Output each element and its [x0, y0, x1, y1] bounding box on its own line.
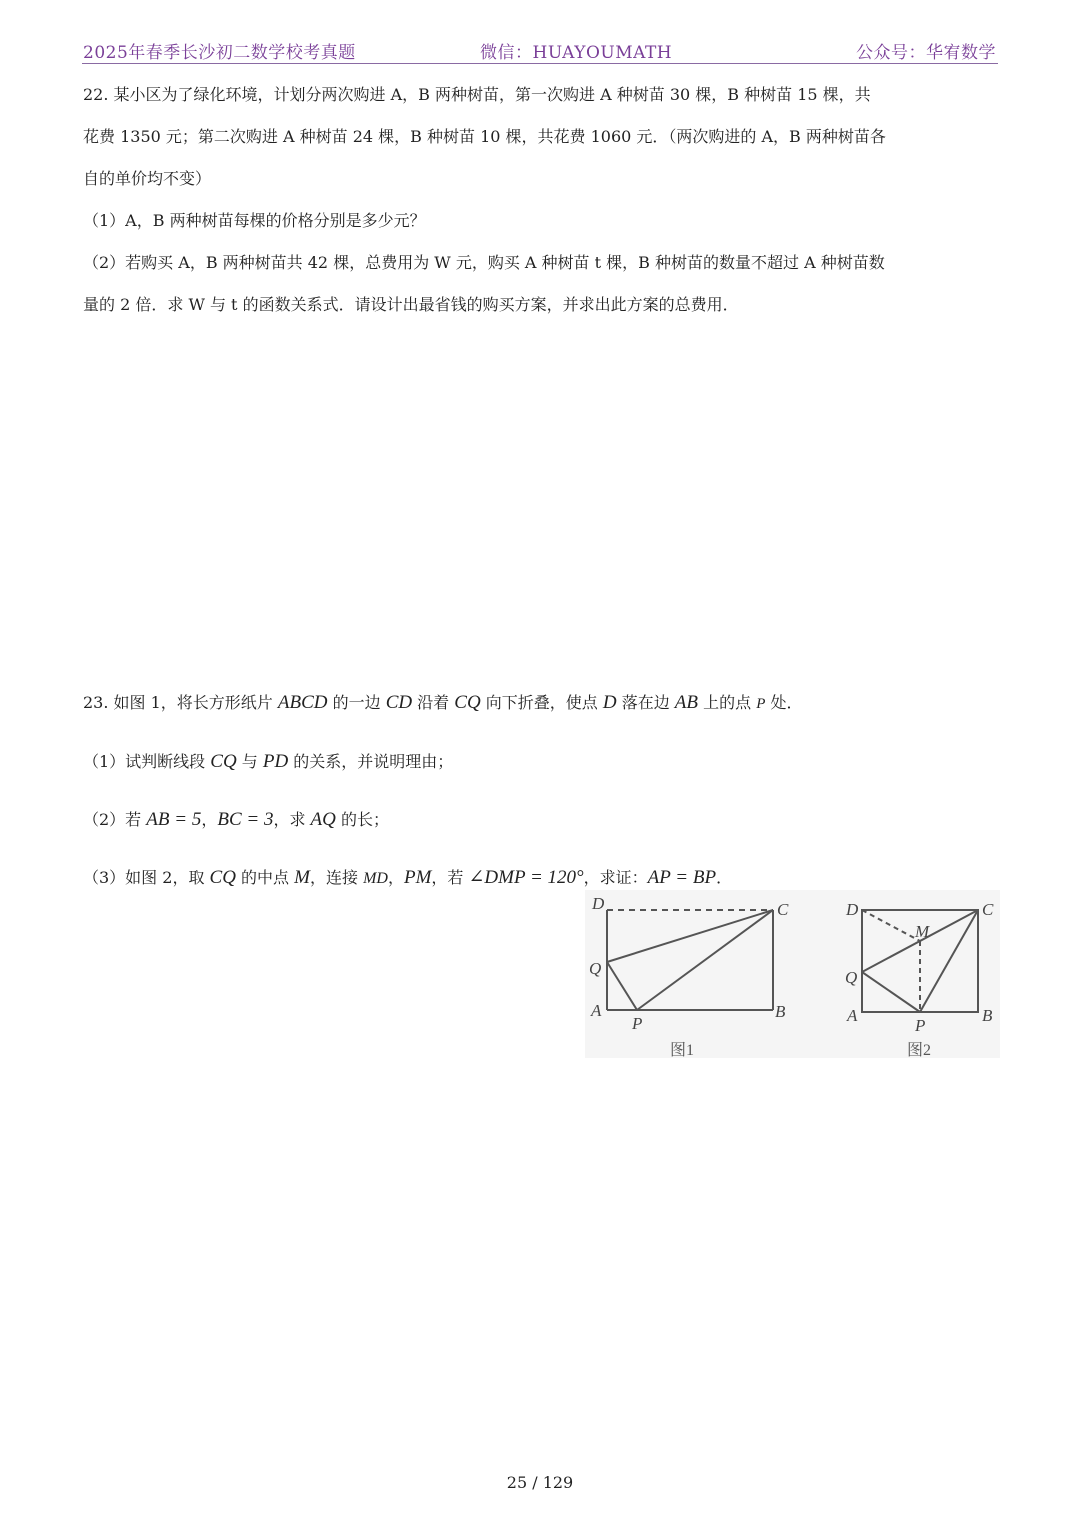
fig1-label-b: B — [775, 1002, 786, 1021]
fig1-caption: 图1 — [670, 1042, 695, 1058]
fig1-segment-qp — [607, 962, 637, 1010]
q22-part1: （1）A，B 两种树苗每棵的价格分别是多少元？ — [83, 211, 426, 230]
fig2-label-q: Q — [845, 968, 858, 987]
fig2-label-d: D — [846, 900, 859, 919]
fig2-label-c: C — [982, 900, 994, 919]
q22-line: 花费 1350 元；第二次购进 A 种树苗 24 棵，B 种树苗 10 棵，共花费 1060 元．（两次购进的 A，B 两种树苗各 — [83, 127, 886, 146]
q23-part2: （2）若 AB = 5，BC = 3，求 AQ 的长； — [83, 809, 389, 830]
figure-1 — [607, 910, 773, 1010]
fig2-label-m: M — [915, 922, 930, 941]
q22-part2: （2）若购买 A，B 两种树苗共 42 棵，总费用为 W 元，购买 A 种树苗 t 棵，B 种树苗的数量不超过 A 种树苗数 — [83, 253, 885, 272]
fig1-label-p: P — [632, 1014, 643, 1033]
q22-line: 22. 某小区为了绿化环境，计划分两次购进 A，B 两种树苗，第一次购进 A 种树苗 30 棵，B 种树苗 15 棵，共 — [83, 85, 871, 104]
fig1-crease-cq — [607, 910, 773, 962]
q23-intro: 23. 如图 1，将长方形纸片 ABCD 的一边 CD 沿着 CQ 向下折叠，使点 D 落在边 AB 上的点 P 处． — [83, 692, 803, 713]
fig2-dashed-dm — [862, 910, 920, 941]
fig1-label-a: A — [591, 1001, 602, 1020]
header-wechat: 微信：HUAYOUMATH — [480, 43, 673, 63]
header-left-title: 2025年春季长沙初二数学校考真题 — [83, 43, 356, 63]
fig1-label-c: C — [777, 900, 789, 919]
q23-part1: （1）试判断线段 CQ 与 PD 的关系，并说明理由； — [83, 751, 454, 772]
figures-svg — [585, 890, 1000, 1058]
fig1-segment-pc — [637, 910, 773, 1010]
page-number: 25 / 129 — [506, 1473, 574, 1492]
fig1-label-d: D — [592, 894, 605, 913]
question-22 — [83, 74, 999, 326]
q22-line: 自的单价均不变） — [83, 169, 212, 188]
q22-part2: 量的 2 倍．求 W 与 t 的函数关系式．请设计出最省钱的购买方案，并求出此方案的总费用． — [83, 295, 739, 314]
geometry-figures — [585, 890, 1000, 1058]
fig1-label-q: Q — [589, 959, 602, 978]
fig2-caption: 图2 — [907, 1042, 932, 1058]
header-account: 公众号：华宥数学 — [856, 43, 996, 63]
q23-part3: （3）如图 2，取 CQ 的中点 M，连接 MD，PM，若 ∠DMP = 120°，求证：AP = BP． — [83, 867, 733, 888]
fig2-label-p: P — [915, 1016, 926, 1035]
fig2-label-a: A — [847, 1006, 858, 1025]
header-rule — [82, 63, 998, 64]
question-23 — [83, 674, 999, 908]
fig2-segment-qp — [862, 972, 920, 1012]
fig2-label-b: B — [982, 1006, 993, 1025]
